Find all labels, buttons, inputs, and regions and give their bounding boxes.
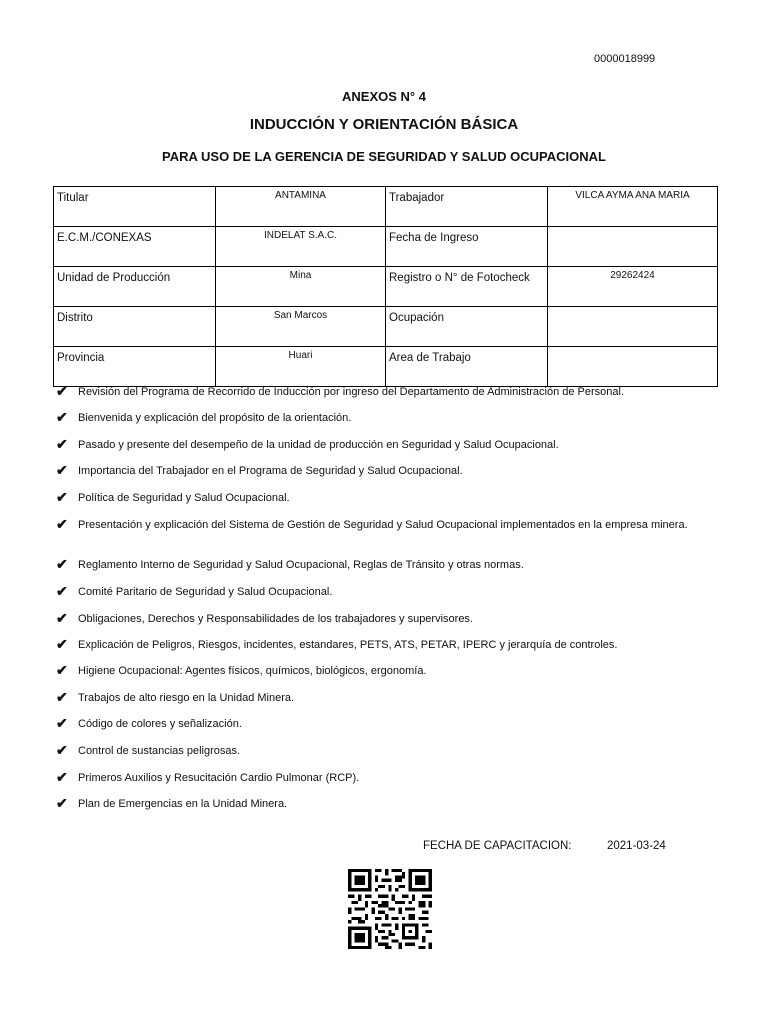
checkmark-icon: ✔ <box>56 409 68 425</box>
value-trabajador: VILCA AYMA ANA MARIA <box>548 187 718 227</box>
value-fotocheck: 29262424 <box>548 267 718 307</box>
list-item-text: Comité Paritario de Seguridad y Salud Ocupacional. <box>78 586 333 598</box>
value-fecha-ingreso <box>548 227 718 267</box>
worker-info-table <box>53 186 718 387</box>
page-title: INDUCCIÓN Y ORIENTACIÓN BÁSICA <box>249 116 519 133</box>
checkmark-icon: ✔ <box>56 516 68 532</box>
table-row <box>54 347 718 387</box>
checkmark-icon: ✔ <box>56 795 68 811</box>
checkmark-icon: ✔ <box>56 556 68 572</box>
value-provincia: Huari <box>216 347 386 387</box>
checkmark-icon: ✔ <box>56 610 68 626</box>
label-ecm: E.C.M./CONEXAS <box>54 227 216 267</box>
label-fotocheck: Registro o N° de Fotocheck <box>386 267 548 307</box>
list-item-text: Pasado y presente del desempeño de la unidad de producción en Seguridad y Salud Ocupacional. <box>78 439 559 451</box>
list-item-text: Presentación y explicación del Sistema de Gestión de Seguridad y Salud Ocupacional implementados en la empresa minera. <box>78 519 688 531</box>
label-distrito: Distrito <box>54 307 216 347</box>
qr-code-icon <box>348 869 432 949</box>
list-item-text: Plan de Emergencias en la Unidad Minera. <box>78 798 288 810</box>
table-row <box>54 267 718 307</box>
list-item-text: Importancia del Trabajador en el Programa de Seguridad y Salud Ocupacional. <box>78 465 463 477</box>
checkmark-icon: ✔ <box>56 436 68 452</box>
list-item-text: Primeros Auxilios y Resucitación Cardio Pulmonar (RCP). <box>78 772 360 784</box>
checkmark-icon: ✔ <box>56 769 68 785</box>
list-item-text: Reglamento Interno de Seguridad y Salud Ocupacional, Reglas de Tránsito y otras normas. <box>78 559 524 571</box>
checkmark-icon: ✔ <box>56 742 68 758</box>
checkmark-icon: ✔ <box>56 462 68 478</box>
table-row <box>54 187 718 227</box>
value-distrito: San Marcos <box>216 307 386 347</box>
checkmark-icon: ✔ <box>56 636 68 652</box>
value-ecm: INDELAT S.A.C. <box>216 227 386 267</box>
label-unidad-produccion: Unidad de Producción <box>54 267 216 307</box>
checkmark-icon: ✔ <box>56 689 68 705</box>
label-titular: Titular <box>54 187 216 227</box>
page-subtitle: PARA USO DE LA GERENCIA DE SEGURIDAD Y SALUD OCUPACIONAL <box>162 149 606 164</box>
value-ocupacion <box>548 307 718 347</box>
list-item-text: Explicación de Peligros, Riesgos, incidentes, estandares, PETS, ATS, PETAR, IPERC y jerarquía de controles. <box>78 639 618 651</box>
list-item-text: Higiene Ocupacional: Agentes físicos, químicos, biológicos, ergonomía. <box>78 665 427 677</box>
document-number: 0000018999 <box>594 53 656 65</box>
value-area-trabajo <box>548 347 718 387</box>
checkmark-icon: ✔ <box>56 662 68 678</box>
list-item-text: Obligaciones, Derechos y Responsabilidades de los trabajadores y supervisores. <box>78 613 473 625</box>
label-area-trabajo: Area de Trabajo <box>386 347 548 387</box>
label-trabajador: Trabajador <box>386 187 548 227</box>
value-unidad-produccion: Mina <box>216 267 386 307</box>
list-item-text: Control de sustancias peligrosas. <box>78 745 241 757</box>
label-fecha-ingreso: Fecha de Ingreso <box>386 227 548 267</box>
list-item-text: Política de Seguridad y Salud Ocupacional. <box>78 492 290 504</box>
checkmark-icon: ✔ <box>56 583 68 599</box>
annex-title: ANEXOS N° 4 <box>342 89 426 104</box>
checkmark-icon: ✔ <box>56 383 68 399</box>
value-titular: ANTAMINA <box>216 187 386 227</box>
fecha-capacitacion-label: FECHA DE CAPACITACION: <box>423 840 572 852</box>
list-item-text: Trabajos de alto riesgo en la Unidad Minera. <box>78 692 295 704</box>
list-item-text: Código de colores y señalización. <box>78 718 242 730</box>
list-item-text: Revisión del Programa de Recorrido de Inducción por ingreso del Departamento de Administración de Personal. <box>78 386 625 398</box>
label-provincia: Provincia <box>54 347 216 387</box>
fecha-capacitacion-value: 2021-03-24 <box>607 840 666 852</box>
list-item-text: Bienvenida y explicación del propósito de la orientación. <box>78 412 352 424</box>
checkmark-icon: ✔ <box>56 489 68 505</box>
label-ocupacion: Ocupación <box>386 307 548 347</box>
table-row <box>54 227 718 267</box>
checkmark-icon: ✔ <box>56 715 68 731</box>
table-row <box>54 307 718 347</box>
